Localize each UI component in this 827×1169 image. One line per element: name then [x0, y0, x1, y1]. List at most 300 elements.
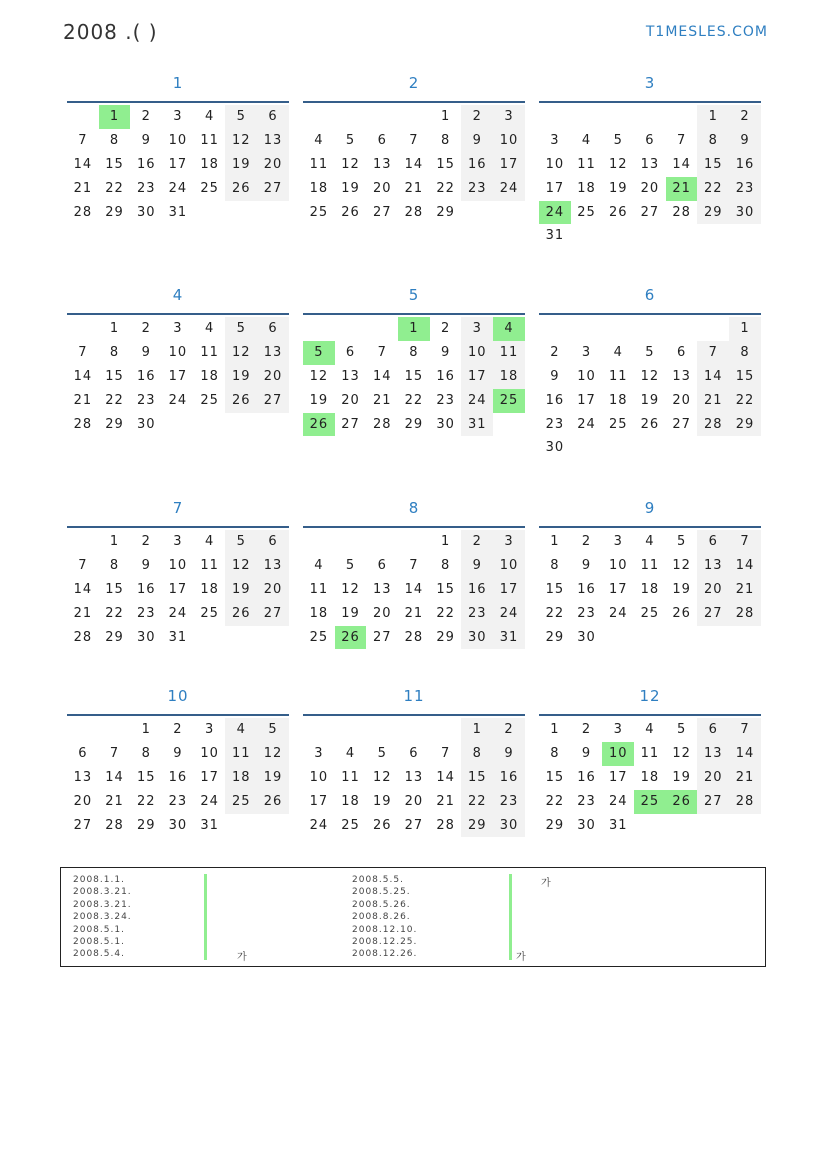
day-grid: [67, 718, 289, 837]
day-cell: 11: [225, 742, 257, 766]
day-cell: 20: [697, 766, 729, 790]
day-cell: 4: [204, 321, 215, 336]
day-cell: 15: [436, 156, 455, 172]
day-cell: 25: [309, 204, 329, 220]
day-cell: 26: [372, 817, 392, 833]
day-cell: 18: [225, 766, 257, 790]
day-cell: 28: [73, 629, 93, 645]
brand-logo[interactable]: T1MESLES.COM: [645, 24, 768, 40]
day-cell: 7: [377, 344, 387, 360]
day-cell: 12: [608, 156, 628, 172]
day-cell: 6: [257, 530, 289, 554]
day-cell: 3: [493, 530, 525, 554]
day-cell: 6: [377, 132, 387, 148]
day-cell: 15: [436, 581, 455, 597]
day-cell: 30: [493, 814, 525, 838]
empty-day-cell: [99, 718, 131, 742]
day-cell: 28: [697, 413, 729, 437]
day-cell: 1: [109, 321, 120, 336]
empty-day-cell: [697, 317, 729, 341]
day-cell: 19: [672, 581, 691, 597]
day-cell: 21: [697, 389, 729, 413]
day-cell: 10: [309, 769, 329, 785]
day-cell: 9: [493, 742, 525, 766]
day-cell: 19: [608, 180, 628, 196]
legend-date: 2008.3.21.: [73, 899, 132, 910]
day-cell: 14: [697, 365, 729, 389]
day-cell: 25: [200, 180, 219, 196]
day-cell: 2: [461, 105, 493, 129]
legend-date: 2008.5.1.: [73, 936, 125, 947]
day-cell: 15: [105, 156, 124, 172]
empty-day-cell: [398, 105, 430, 129]
day-cell: 20: [257, 578, 289, 602]
day-cell: 17: [493, 153, 525, 177]
day-cell: 30: [436, 416, 455, 432]
day-cell: 5: [225, 105, 257, 129]
day-cell: 13: [341, 368, 360, 384]
day-cell: 11: [341, 769, 360, 785]
day-cell: 7: [409, 132, 419, 148]
day-cell: 25: [608, 416, 628, 432]
day-cell: 21: [372, 392, 392, 408]
month-title: 7: [172, 499, 184, 517]
day-cell: 18: [309, 605, 329, 621]
day-cell: 8: [550, 745, 560, 761]
day-cell: 16: [545, 392, 565, 408]
day-cell: 25: [200, 605, 219, 621]
day-cell: 10: [545, 156, 565, 172]
day-cell: 31: [493, 626, 525, 650]
legend-note: 가: [237, 952, 247, 963]
day-cell: 21: [436, 793, 455, 809]
day-cell: 18: [341, 793, 360, 809]
day-cell: 4: [345, 745, 356, 761]
day-cell: 24: [608, 793, 628, 809]
day-cell: 12: [341, 156, 360, 172]
day-cell: 26: [225, 602, 257, 626]
day-cell: 12: [372, 769, 392, 785]
day-cell: 25: [577, 204, 596, 220]
day-cell: 11: [309, 156, 329, 172]
day-cell: 9: [141, 344, 151, 360]
empty-day-cell: [666, 105, 698, 129]
month-calendar: [539, 679, 761, 837]
empty-day-cell: [67, 530, 99, 554]
day-cell: 28: [372, 416, 392, 432]
day-cell: 2: [550, 344, 560, 360]
day-cell: 20: [672, 392, 691, 408]
day-cell: 4: [314, 132, 324, 148]
day-cell: 9: [550, 368, 560, 384]
empty-day-cell: [303, 317, 335, 341]
day-cell: 27: [372, 204, 392, 220]
day-cell: 5: [257, 718, 289, 742]
day-cell: 24: [577, 416, 596, 432]
day-cell: 30: [168, 817, 188, 833]
day-cell: 29: [105, 416, 124, 432]
day-cell: 14: [729, 742, 761, 766]
day-cell: 13: [697, 554, 729, 578]
day-cell: 26: [225, 177, 257, 201]
day-cell: 29: [545, 629, 565, 645]
day-cell: 11: [309, 581, 329, 597]
day-grid: [303, 317, 525, 436]
day-cell: 1: [729, 317, 761, 341]
empty-day-cell: [666, 317, 698, 341]
day-cell: 7: [109, 745, 120, 761]
day-cell: 9: [440, 344, 451, 360]
day-cell: 1: [550, 534, 560, 549]
day-cell: 21: [73, 392, 93, 408]
legend-date: 2008.5.26.: [352, 899, 411, 910]
empty-day-cell: [398, 718, 430, 742]
month-title: 10: [167, 687, 189, 705]
day-cell: 22: [697, 177, 729, 201]
empty-day-cell: [539, 105, 571, 129]
day-cell: 16: [577, 769, 596, 785]
day-cell: 7: [729, 530, 761, 554]
day-cell: 29: [461, 814, 493, 838]
day-cell: 10: [577, 368, 596, 384]
day-grid: [539, 718, 761, 837]
day-cell: 12: [309, 368, 329, 384]
day-cell: 11: [640, 557, 660, 573]
empty-day-cell: [67, 105, 99, 129]
day-cell: 12: [640, 368, 660, 384]
day-cell: 18: [493, 365, 525, 389]
day-cell: 1: [440, 534, 451, 549]
day-cell: 14: [404, 581, 424, 597]
day-cell: 26: [257, 790, 289, 814]
day-cell: 7: [409, 557, 419, 573]
day-cell: 26: [608, 204, 628, 220]
day-cell: 10: [168, 344, 188, 360]
day-cell: 6: [676, 344, 687, 360]
day-cell: 14: [372, 368, 392, 384]
month-title: 12: [639, 687, 661, 705]
day-cell: 20: [372, 180, 392, 196]
month-calendar: [67, 278, 289, 436]
day-cell: 12: [257, 742, 289, 766]
day-cell: 23: [545, 416, 565, 432]
day-cell: 5: [345, 557, 356, 573]
day-cell: 17: [577, 392, 596, 408]
day-cell: 27: [697, 602, 729, 626]
legend-date: 2008.12.25.: [352, 936, 418, 947]
day-cell: 3: [173, 109, 183, 124]
empty-day-cell: [366, 317, 398, 341]
day-cell: 30: [729, 201, 761, 225]
month-divider: [67, 313, 289, 315]
day-cell: 21: [404, 605, 424, 621]
day-cell: 27: [341, 416, 360, 432]
day-cell: 14: [436, 769, 455, 785]
day-cell: 9: [461, 554, 493, 578]
day-cell: 20: [73, 793, 93, 809]
day-cell: 25: [225, 790, 257, 814]
day-cell: 9: [141, 132, 151, 148]
month-divider: [67, 714, 289, 716]
empty-day-cell: [634, 317, 666, 341]
month-title: 5: [408, 286, 420, 304]
day-cell: 22: [461, 790, 493, 814]
day-cell: 16: [577, 581, 596, 597]
empty-day-cell: [430, 718, 462, 742]
day-cell: 27: [697, 790, 729, 814]
month-calendar: [67, 679, 289, 837]
day-cell: 5: [645, 344, 655, 360]
holiday-day-cell: 5: [303, 341, 335, 365]
day-cell: 13: [697, 742, 729, 766]
empty-day-cell: [67, 718, 99, 742]
day-cell: 19: [341, 605, 360, 621]
day-cell: 28: [73, 204, 93, 220]
day-cell: 28: [436, 817, 455, 833]
day-cell: 8: [440, 132, 451, 148]
empty-day-cell: [539, 317, 571, 341]
day-cell: 7: [78, 557, 88, 573]
day-cell: 29: [436, 204, 455, 220]
legend-holiday-swatch: [204, 874, 207, 960]
day-cell: 17: [608, 581, 628, 597]
day-cell: 31: [200, 817, 219, 833]
holiday-day-cell: 10: [602, 742, 634, 766]
day-cell: 15: [545, 581, 565, 597]
day-cell: 28: [73, 416, 93, 432]
day-cell: 4: [314, 557, 324, 573]
day-cell: 10: [168, 557, 188, 573]
day-cell: 9: [581, 557, 592, 573]
day-cell: 8: [109, 132, 120, 148]
day-cell: 22: [545, 793, 565, 809]
holiday-day-cell: 21: [666, 177, 698, 201]
day-cell: 27: [672, 416, 691, 432]
day-cell: 22: [404, 392, 424, 408]
day-cell: 6: [409, 745, 419, 761]
month-calendar: [539, 491, 761, 649]
legend-date: 2008.12.10.: [352, 924, 418, 935]
day-cell: 25: [341, 817, 360, 833]
holiday-day-cell: 1: [99, 105, 131, 129]
day-cell: 6: [697, 718, 729, 742]
day-cell: 16: [136, 368, 156, 384]
day-cell: 17: [493, 578, 525, 602]
day-cell: 14: [672, 156, 691, 172]
day-cell: 27: [640, 204, 660, 220]
holiday-day-cell: 24: [539, 201, 571, 225]
day-cell: 27: [372, 629, 392, 645]
empty-day-cell: [602, 317, 634, 341]
day-cell: 27: [257, 177, 289, 201]
legend-date: 2008.5.25.: [352, 887, 411, 898]
day-cell: 10: [493, 129, 525, 153]
empty-day-cell: [398, 530, 430, 554]
day-cell: 1: [461, 718, 493, 742]
day-cell: 9: [461, 129, 493, 153]
holiday-legend: [60, 867, 766, 967]
day-cell: 11: [577, 156, 596, 172]
day-cell: 5: [676, 534, 687, 549]
day-cell: 30: [136, 629, 156, 645]
day-cell: 11: [200, 132, 219, 148]
day-cell: 4: [645, 534, 655, 549]
day-cell: 3: [173, 321, 183, 336]
day-grid: [539, 105, 761, 248]
day-cell: 22: [105, 392, 124, 408]
day-cell: 19: [225, 365, 257, 389]
month-divider: [67, 101, 289, 103]
day-cell: 19: [257, 766, 289, 790]
month-title: 4: [172, 286, 184, 304]
day-cell: 29: [136, 817, 156, 833]
day-cell: 2: [440, 321, 451, 336]
day-cell: 27: [404, 817, 424, 833]
day-cell: 4: [204, 534, 215, 549]
empty-day-cell: [303, 530, 335, 554]
day-cell: 7: [697, 341, 729, 365]
empty-day-cell: [335, 718, 367, 742]
day-cell: 26: [640, 416, 660, 432]
day-cell: 15: [461, 766, 493, 790]
day-cell: 21: [729, 766, 761, 790]
day-cell: 6: [257, 105, 289, 129]
day-cell: 18: [640, 581, 660, 597]
day-cell: 13: [257, 341, 289, 365]
day-cell: 31: [545, 228, 565, 244]
month-divider: [303, 526, 525, 528]
day-cell: 22: [105, 180, 124, 196]
day-cell: 13: [257, 554, 289, 578]
day-cell: 16: [136, 581, 156, 597]
day-cell: 23: [577, 605, 596, 621]
day-cell: 30: [577, 817, 596, 833]
day-cell: 18: [608, 392, 628, 408]
day-cell: 8: [409, 344, 419, 360]
day-cell: 25: [309, 629, 329, 645]
day-grid: [303, 105, 525, 224]
month-calendar: [303, 491, 525, 649]
day-cell: 31: [168, 204, 188, 220]
day-cell: 28: [105, 817, 124, 833]
day-cell: 5: [225, 317, 257, 341]
day-cell: 16: [436, 368, 455, 384]
day-cell: 17: [168, 156, 188, 172]
empty-day-cell: [335, 530, 367, 554]
day-cell: 18: [200, 581, 219, 597]
day-cell: 28: [404, 204, 424, 220]
day-cell: 22: [136, 793, 156, 809]
month-title: 9: [644, 499, 656, 517]
month-title: 1: [172, 74, 184, 92]
day-cell: 8: [141, 745, 151, 761]
month-title: 11: [403, 687, 425, 705]
day-cell: 5: [377, 745, 387, 761]
day-cell: 14: [73, 581, 93, 597]
day-cell: 3: [173, 534, 183, 549]
day-cell: 6: [697, 530, 729, 554]
day-grid: [67, 530, 289, 649]
day-cell: 7: [78, 344, 88, 360]
empty-day-cell: [366, 105, 398, 129]
empty-day-cell: [67, 317, 99, 341]
day-cell: 24: [309, 817, 329, 833]
month-calendar: [303, 679, 525, 837]
day-cell: 25: [200, 392, 219, 408]
day-cell: 4: [204, 109, 215, 124]
day-cell: 3: [314, 745, 324, 761]
day-cell: 12: [672, 557, 691, 573]
day-cell: 11: [493, 341, 525, 365]
day-cell: 19: [372, 793, 392, 809]
legend-right-dates: [352, 874, 417, 961]
day-cell: 15: [545, 769, 565, 785]
month-divider: [539, 313, 761, 315]
day-cell: 15: [729, 365, 761, 389]
empty-day-cell: [602, 105, 634, 129]
day-cell: 3: [613, 534, 623, 549]
day-cell: 19: [640, 392, 660, 408]
day-cell: 2: [729, 105, 761, 129]
day-cell: 27: [257, 602, 289, 626]
day-cell: 15: [105, 368, 124, 384]
day-cell: 10: [200, 745, 219, 761]
empty-day-cell: [571, 105, 603, 129]
month-divider: [539, 526, 761, 528]
day-grid: [303, 718, 525, 837]
month-calendar: [67, 66, 289, 224]
day-cell: 4: [581, 132, 592, 148]
day-cell: 23: [461, 177, 493, 201]
day-cell: 8: [109, 344, 120, 360]
day-cell: 23: [136, 392, 156, 408]
day-cell: 27: [73, 817, 93, 833]
day-cell: 14: [73, 156, 93, 172]
month-calendar: [303, 66, 525, 224]
day-cell: 20: [257, 365, 289, 389]
day-cell: 20: [404, 793, 424, 809]
day-cell: 10: [608, 557, 628, 573]
day-cell: 13: [640, 156, 660, 172]
month-divider: [539, 101, 761, 103]
day-cell: 17: [461, 365, 493, 389]
day-cell: 26: [225, 389, 257, 413]
day-cell: 13: [372, 581, 392, 597]
day-cell: 31: [461, 413, 493, 437]
day-cell: 18: [640, 769, 660, 785]
day-cell: 23: [577, 793, 596, 809]
holiday-day-cell: 26: [335, 626, 367, 650]
day-cell: 1: [440, 109, 451, 124]
day-cell: 28: [404, 629, 424, 645]
empty-day-cell: [366, 718, 398, 742]
day-cell: 21: [105, 793, 124, 809]
day-cell: 1: [141, 722, 151, 737]
month-divider: [303, 714, 525, 716]
day-grid: [67, 317, 289, 436]
month-calendar: [539, 66, 761, 248]
month-title: 6: [644, 286, 656, 304]
day-cell: 22: [105, 605, 124, 621]
day-cell: 23: [461, 602, 493, 626]
day-cell: 4: [645, 722, 655, 737]
month-calendar: [303, 278, 525, 436]
day-cell: 31: [168, 629, 188, 645]
holiday-day-cell: 25: [493, 389, 525, 413]
day-cell: 31: [608, 817, 628, 833]
day-cell: 2: [581, 534, 592, 549]
day-cell: 22: [436, 605, 455, 621]
